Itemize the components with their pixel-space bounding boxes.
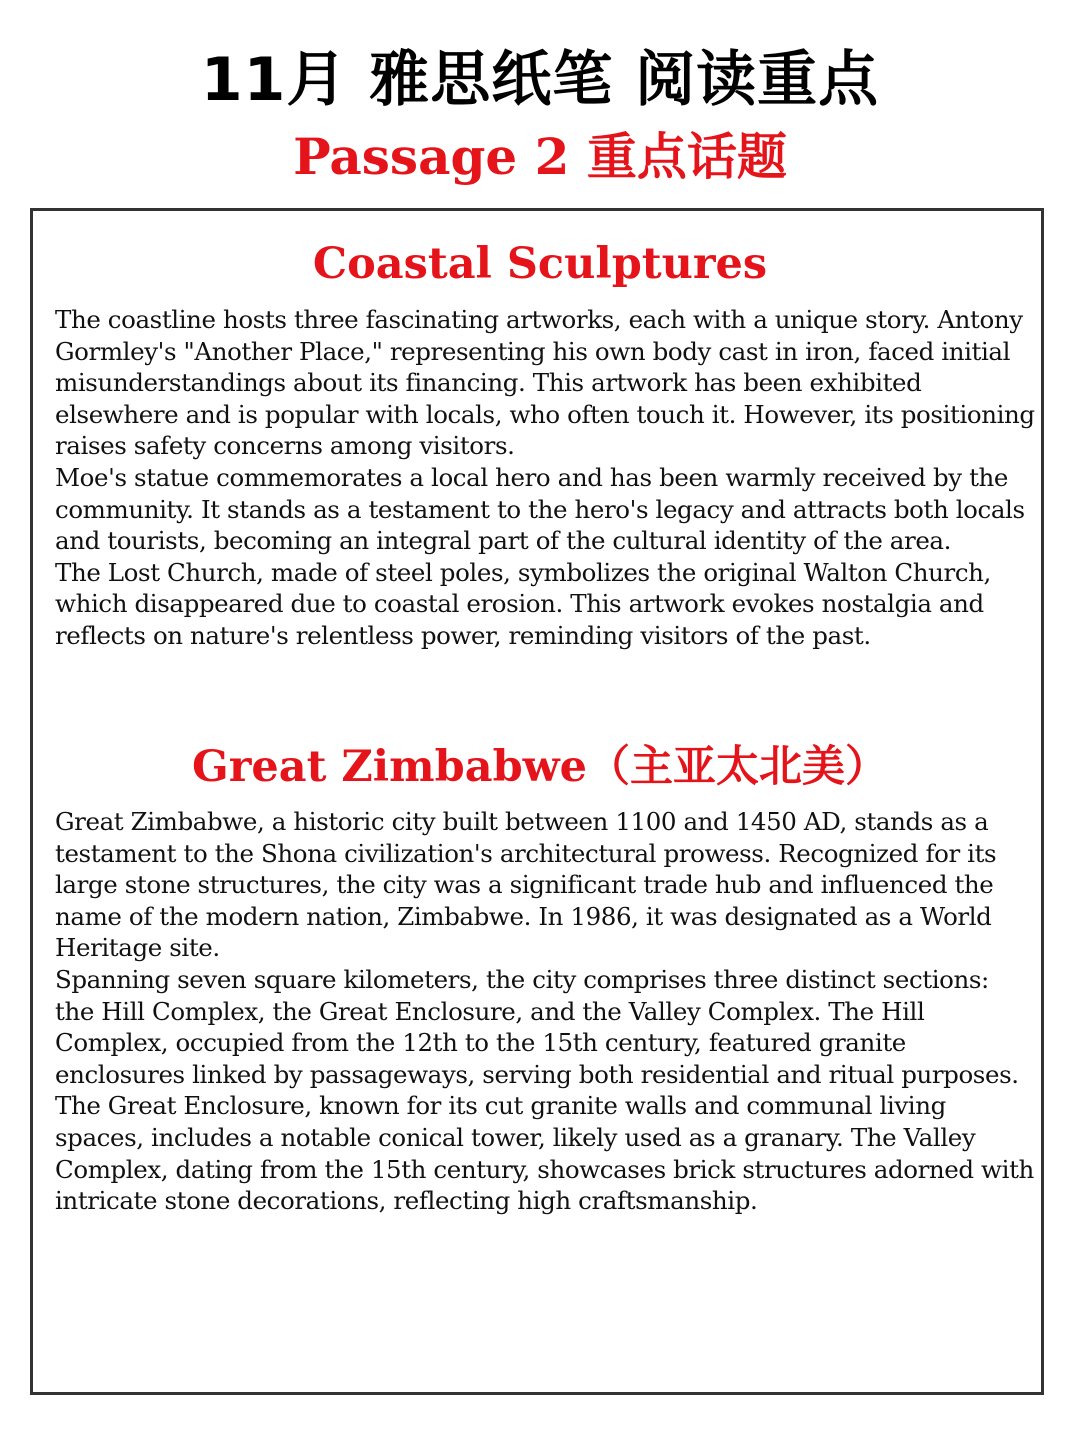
paragraph: Moe's statue commemorates a local hero and has been warmly received by the community. It stands as a testament to the hero's legacy and attracts both locals and tourists, becoming an integral part of the cultural identity of the area.: [55, 462, 1025, 556]
paragraph: Spanning seven square kilometers, the city comprises three distinct sections: the Hill Complex, the Great Enclosure, and the Valley Complex. The Hill Complex, occupied from the 12th to the 15th century, featured granite enclosures linked by passageways, serving both residential and ritual purposes. The Great Enclosure, known for its cut granite walls and communal living spaces, includes a notable conical tower, likely used as a granary. The Valley Complex, dating from the 15th century, showcases brick structures adorned with intricate stone decorations, reflecting high craftsmanship.: [55, 964, 1034, 1216]
section-body-great-zimbabwe: [55, 806, 1035, 1217]
content-box: [30, 208, 1044, 1395]
page-title: 11月 雅思纸笔 阅读重点: [200, 45, 880, 115]
paragraph: The Lost Church, made of steel poles, symbolizes the original Walton Church, which disappeared due to coastal erosion. This artwork evokes nostalgia and reflects on nature's relentless power, reminding visitors of the past.: [55, 557, 991, 650]
section-heading-coastal-sculptures: Coastal Sculptures: [312, 239, 768, 289]
paragraph: The coastline hosts three fascinating artworks, each with a unique story. Antony Gormley's "Another Place," representing his own body cast in iron, faced initial misunderstandings about its financing. This artwork has been exhibited elsewhere and is popular with locals, who often touch it. However, its positioning raises safety concerns among visitors.: [55, 305, 1035, 461]
page-subtitle: Passage 2 重点话题: [293, 127, 787, 186]
section-body-coastal-sculptures: [55, 304, 1035, 652]
paragraph: Great Zimbabwe, a historic city built between 1100 and 1450 AD, stands as a testament to the Shona civilization's architectural prowess. Recognized for its large stone structures, the city was a significant trade hub and influenced the name of the modern nation, Zimbabwe. In 1986, it was designated as a World Heritage site.: [55, 807, 997, 963]
section-heading-great-zimbabwe: Great Zimbabwe（主亚太北美）: [191, 742, 889, 792]
